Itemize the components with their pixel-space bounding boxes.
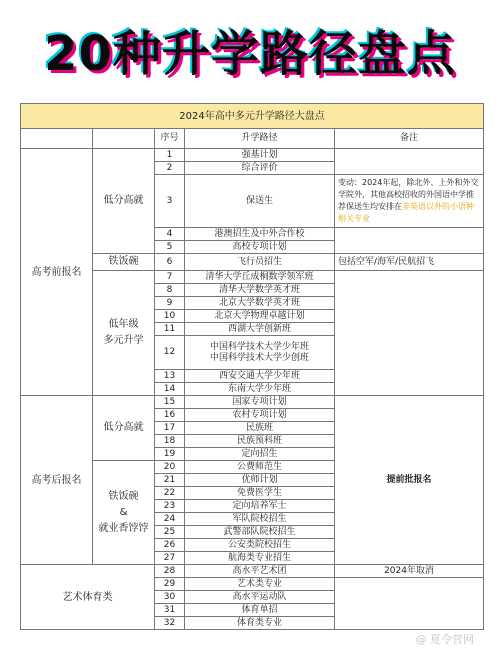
table-row (21, 396, 484, 409)
note-baosong: 变动：2024年起，除北外、上外和外交学院外，其他高校招收的外国语中学推荐保送生均安排在非英语以外的小语种相关专业 (335, 175, 484, 228)
row-no: 5 (155, 241, 185, 254)
row-path: 航海类专业招生 (185, 552, 335, 565)
row-no: 8 (155, 284, 185, 297)
row-no: 18 (155, 435, 185, 448)
table-row (21, 565, 484, 578)
row-path: 强基计划 (185, 149, 335, 162)
row-path: 优师计划 (185, 474, 335, 487)
note-art-troupe: 2024年取消 (335, 565, 484, 578)
row-path: 清华大学数学英才班 (185, 284, 335, 297)
row-no: 6 (155, 254, 185, 271)
category-pre-exam: 高考前报名 (21, 149, 93, 396)
category-post-exam: 高考后报名 (21, 396, 93, 565)
row-no: 1 (155, 149, 185, 162)
row-path: 定向培养军士 (185, 500, 335, 513)
row-path: 武警部队院校招生 (185, 526, 335, 539)
row-no: 30 (155, 591, 185, 604)
row-no: 23 (155, 500, 185, 513)
row-path: 高水平艺术团 (185, 565, 335, 578)
subcategory-junior: 低年级 多元升学 (93, 271, 155, 396)
row-no: 3 (155, 175, 185, 228)
table-caption-row (21, 104, 484, 129)
row-no: 15 (155, 396, 185, 409)
row-no: 28 (155, 565, 185, 578)
header-path: 升学路径 (185, 129, 335, 149)
row-path: 高校专项计划 (185, 241, 335, 254)
row-path: 东南大学少年班 (185, 383, 335, 396)
subcategory-iron-bowl-1: 铁饭碗 (93, 254, 155, 271)
row-no: 11 (155, 323, 185, 336)
row-path: 中国科学技术大学少年班 中国科学技术大学少创班 (185, 336, 335, 370)
row-path: 西安交通大学少年班 (185, 370, 335, 383)
row-path: 农村专项计划 (185, 409, 335, 422)
row-path: 高水平运动队 (185, 591, 335, 604)
row-no: 27 (155, 552, 185, 565)
note-baosong-highlight: 非英语以外的小语种相关专业 (338, 202, 474, 223)
row-no: 10 (155, 310, 185, 323)
row-no: 4 (155, 228, 185, 241)
row-path: 免费医学生 (185, 487, 335, 500)
row-no: 14 (155, 383, 185, 396)
row-path: 体育类专业 (185, 617, 335, 630)
table-caption: 2024年高中多元升学路径大盘点 (21, 104, 484, 129)
row-path: 民族预科班 (185, 435, 335, 448)
row-path: 综合评价 (185, 162, 335, 175)
row-no: 9 (155, 297, 185, 310)
row-no: 12 (155, 336, 185, 370)
row-no: 21 (155, 474, 185, 487)
category-art-sports: 艺术体育类 (21, 565, 155, 630)
row-no: 17 (155, 422, 185, 435)
row-path: 定向招生 (185, 448, 335, 461)
row-path: 飞行员招生 (185, 254, 335, 271)
pathways-table (20, 103, 484, 630)
row-path: 西湖大学创新班 (185, 323, 335, 336)
header-no: 序号 (155, 129, 185, 149)
row-no: 32 (155, 617, 185, 630)
row-path: 公费师范生 (185, 461, 335, 474)
row-no: 7 (155, 271, 185, 284)
row-path: 体育单招 (185, 604, 335, 617)
row-path: 民族班 (185, 422, 335, 435)
subcategory-low-score-1: 低分高就 (93, 149, 155, 254)
row-path: 北京大学物理卓越计划 (185, 310, 335, 323)
table-header-row (21, 129, 484, 149)
row-no: 2 (155, 162, 185, 175)
row-no: 26 (155, 539, 185, 552)
row-no: 13 (155, 370, 185, 383)
row-path: 清华大学丘成桐数学领军班 (185, 271, 335, 284)
row-no: 24 (155, 513, 185, 526)
row-no: 29 (155, 578, 185, 591)
table-row (21, 149, 484, 162)
subcategory-iron-bowl-2: 铁饭碗 & 就业香饽饽 (93, 461, 155, 565)
row-no: 20 (155, 461, 185, 474)
row-no: 22 (155, 487, 185, 500)
header-note: 备注 (335, 129, 484, 149)
row-path: 公安类院校招生 (185, 539, 335, 552)
row-path: 国家专项计划 (185, 396, 335, 409)
row-path: 北京大学数学英才班 (185, 297, 335, 310)
subcategory-low-score-2: 低分高就 (93, 396, 155, 461)
note-pilot: 包括空军/海军/民航招飞 (335, 254, 484, 271)
row-path: 港澳招生及中外合作校 (185, 228, 335, 241)
row-path: 艺术类专业 (185, 578, 335, 591)
watermark: @ 夏令营网 (415, 633, 474, 646)
row-no: 16 (155, 409, 185, 422)
row-no: 19 (155, 448, 185, 461)
row-no: 25 (155, 526, 185, 539)
note-post-exam: 提前批报名 (335, 396, 484, 565)
row-path: 军队院校招生 (185, 513, 335, 526)
row-no: 31 (155, 604, 185, 617)
page-title: 20种升学路径盘点 (44, 26, 456, 82)
row-path: 保送生 (185, 175, 335, 228)
